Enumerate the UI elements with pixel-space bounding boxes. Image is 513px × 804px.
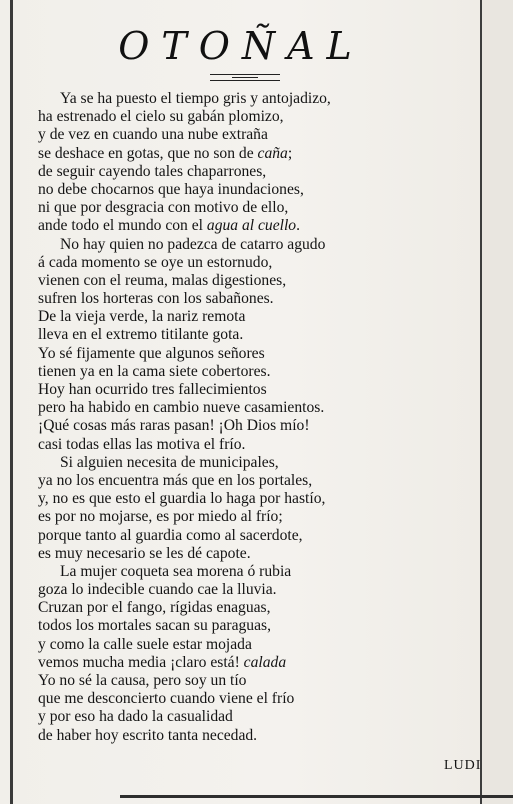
poem-line: de haber hoy escrito tanta necedad. [38,726,258,744]
poem-line: Si alguien necesita de municipales, [60,453,279,471]
poem-line: ha estrenado el cielo su gabán plomizo, [38,108,284,126]
poem-line: casi todas ellas las motiva el frío. [38,435,246,453]
poem-line: de seguir cayendo tales chaparrones, [38,162,267,180]
poem-line: Yo no sé la causa, pero soy un tío [38,672,247,689]
poem-line: Cruzan por el fango, rígidas enaguas, [38,599,271,617]
poem-title: OTOÑAL [118,24,364,68]
poem-line: Yo sé fijamente que algunos señores [38,344,265,362]
poem-line: y, no es que esto el guardia lo haga por hastío, [38,490,326,508]
poem-line: á cada momento se oye un estornudo, [38,253,273,271]
poem-line: ande todo el mundo con el agua al cuello. [38,217,301,235]
poem-line: lleva en el extremo titilante gota. [38,326,244,344]
author-signature: LUDI [444,758,482,773]
poem-line: se deshace en gotas, que no son de caña; [38,144,293,162]
poem-line: es muy necesario se les dé capote. [38,544,251,562]
poem-line: es por no mojarse, es por miedo al frío; [38,508,283,526]
title-ornament [210,72,280,80]
poem-line: todos los mortales sacan su paraguas, [38,617,271,635]
poem-line: ¡Qué cosas más raras pasan! ¡Oh Dios mío! [38,417,310,435]
poem-line: porque tanto al guardia como al sacerdote, [38,526,303,544]
poem-line: ni que por desgracia con motivo de ello, [38,199,289,217]
poem-line: sufren los horteras con los sabañones. [38,290,274,308]
poem-line: y de vez en cuando una nube extraña [38,126,268,144]
bottom-rule [120,795,513,798]
poem-line: Hoy han ocurrido tres fallecimientos [38,381,267,398]
poem-line: La mujer coqueta sea morena ó rubia [60,562,292,580]
poem-line: y como la calle suele estar mojada [38,635,252,653]
left-column-rule [10,0,13,804]
poem-line: pero ha habido en cambio nueve casamientos. [38,399,325,417]
poem-line: y por eso ha dado la casualidad [38,708,233,726]
poem-line: vemos mucha media ¡claro está! calada [38,653,287,671]
poem-line: que me desconcierto cuando viene el frío [38,690,295,708]
adjacent-column-fragment [482,0,513,804]
poem-line: vienen con el reuma, malas digestiones, [38,271,287,289]
poem-line: goza lo indecible cuando cae la lluvia. [38,581,277,599]
poem-line: No hay quien no padezca de catarro agudo [60,235,326,253]
poem-line: ya no los encuentra más que en los portales, [38,471,313,489]
poem-line: tienen ya en la cama siete cobertores. [38,362,271,380]
poem-line: De la vieja verde, la nariz remota [38,308,246,326]
right-column-rule [480,0,482,804]
poem-line: no debe chocarnos que haya inundaciones, [38,180,304,198]
poem-body [38,90,478,745]
poem-line: Ya se ha puesto el tiempo gris y antojadizo, [60,90,331,107]
